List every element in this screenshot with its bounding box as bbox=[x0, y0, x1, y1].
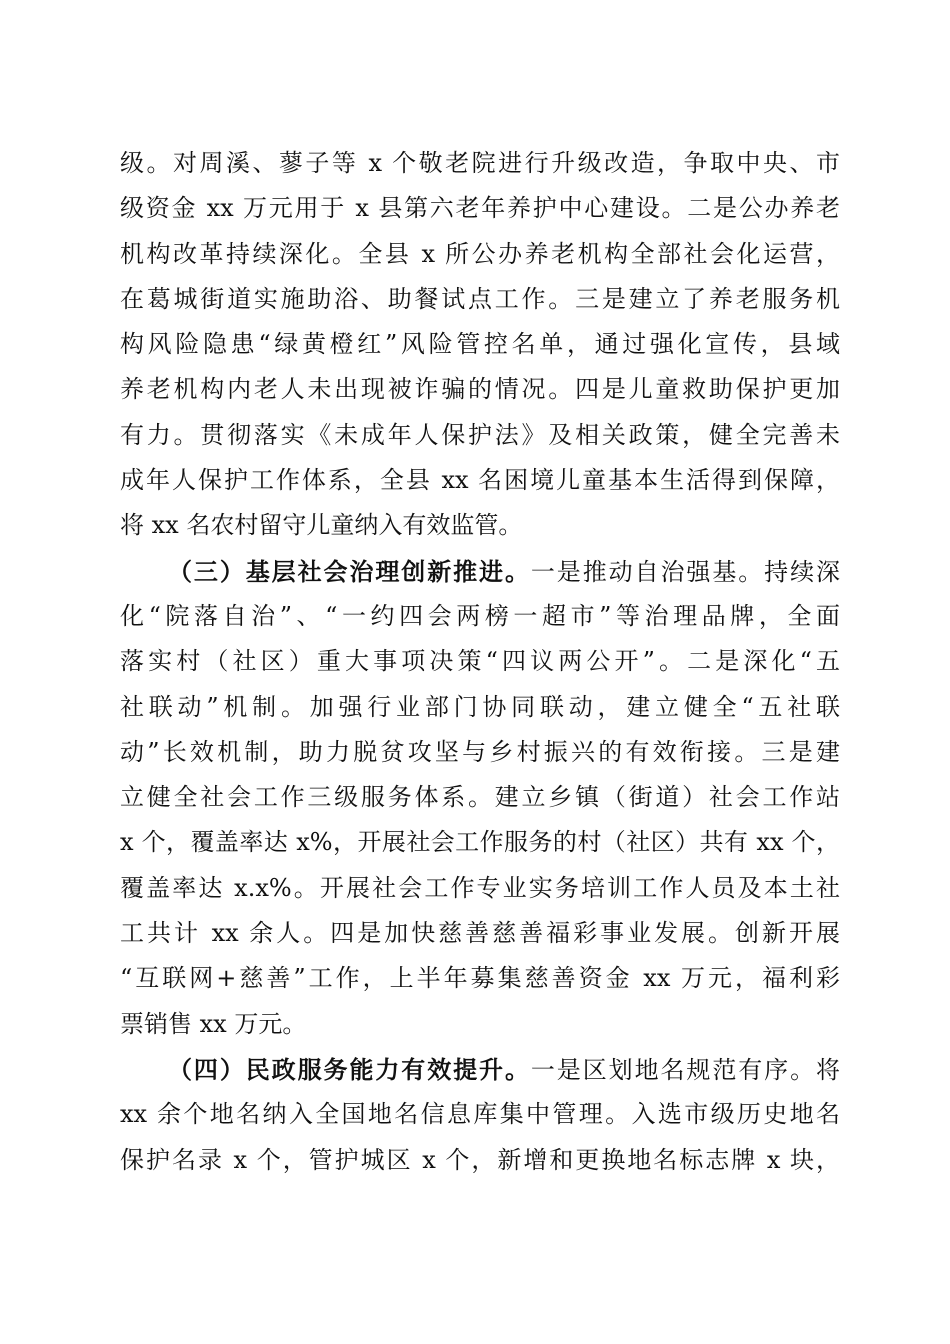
text-line: 票销售 xx 万元。 bbox=[120, 1009, 307, 1038]
text-line: 工共计 xx 余人。四是加快慈善慈善福彩事业发展。创新开展 bbox=[120, 919, 840, 948]
text-line: 保护名录 x 个，管护城区 x 个，新增和更换地名标志牌 x 块， bbox=[120, 1145, 840, 1174]
section-4-heading: （四）民政服务能力有效提升。 bbox=[168, 1054, 531, 1084]
text-line: “互联网+慈善”工作，上半年募集慈善资金 xx 万元，福利彩 bbox=[120, 964, 840, 993]
text-line: 将 xx 名农村留守儿童纳入有效监管。 bbox=[120, 511, 523, 540]
text-line: 构风险隐患“绿黄橙红”风险管控名单，通过强化宣传，县域 bbox=[120, 330, 840, 359]
text-line bbox=[120, 549, 840, 594]
paragraph-elderly-child-care bbox=[120, 141, 840, 549]
paragraph-section-3 bbox=[120, 549, 840, 1047]
text-line: 覆盖率达 x.x%。开展社会工作专业实务培训工作人员及本土社 bbox=[120, 873, 840, 902]
text-line: x 个，覆盖率达 x%，开展社会工作服务的村（社区）共有 xx 个， bbox=[120, 828, 840, 857]
text-line: xx 余个地名纳入全国地名信息库集中管理。入选市级历史地名 bbox=[120, 1100, 840, 1129]
paragraph-section-4 bbox=[120, 1047, 840, 1183]
text-line: 在葛城街道实施助浴、助餐试点工作。三是建立了养老服务机 bbox=[120, 284, 840, 313]
text-line: 有力。贯彻落实《未成年人保护法》及相关政策，健全完善未 bbox=[120, 420, 840, 449]
text-line: 立健全社会工作三级服务体系。建立乡镇（街道）社会工作站 bbox=[120, 783, 840, 812]
text-line bbox=[120, 1047, 840, 1092]
text-line: 化“院落自治”、“一约四会两榜一超市”等治理品牌，全面 bbox=[120, 601, 840, 630]
document-body bbox=[120, 141, 840, 1183]
section-3-heading: （三）基层社会治理创新推进。 bbox=[168, 556, 531, 586]
text-line: 动”长效机制，助力脱贫攻坚与乡村振兴的有效衔接。三是建 bbox=[120, 737, 840, 766]
text-line: 机构改革持续深化。全县 x 所公办养老机构全部社会化运营， bbox=[120, 239, 840, 268]
text-line: 养老机构内老人未出现被诈骗的情况。四是儿童救助保护更加 bbox=[120, 375, 840, 404]
text-line: 成年人保护工作体系，全县 xx 名困境儿童基本生活得到保障， bbox=[120, 466, 840, 495]
text-line: 落实村（社区）重大事项决策“四议两公开”。二是深化“五 bbox=[120, 647, 840, 676]
text-line: 级。对周溪、蓼子等 x 个敬老院进行升级改造，争取中央、市 bbox=[120, 149, 840, 177]
section-4-first-line: 一是区划地名规范有序。将 bbox=[530, 1055, 841, 1084]
section-3-first-line: 一是推动自治强基。持续深 bbox=[530, 557, 841, 586]
text-line: 社联动”机制。加强行业部门协同联动，建立健全“五社联 bbox=[120, 692, 840, 721]
text-line: 级资金 xx 万元用于 x 县第六老年养护中心建设。二是公办养老 bbox=[120, 194, 840, 223]
